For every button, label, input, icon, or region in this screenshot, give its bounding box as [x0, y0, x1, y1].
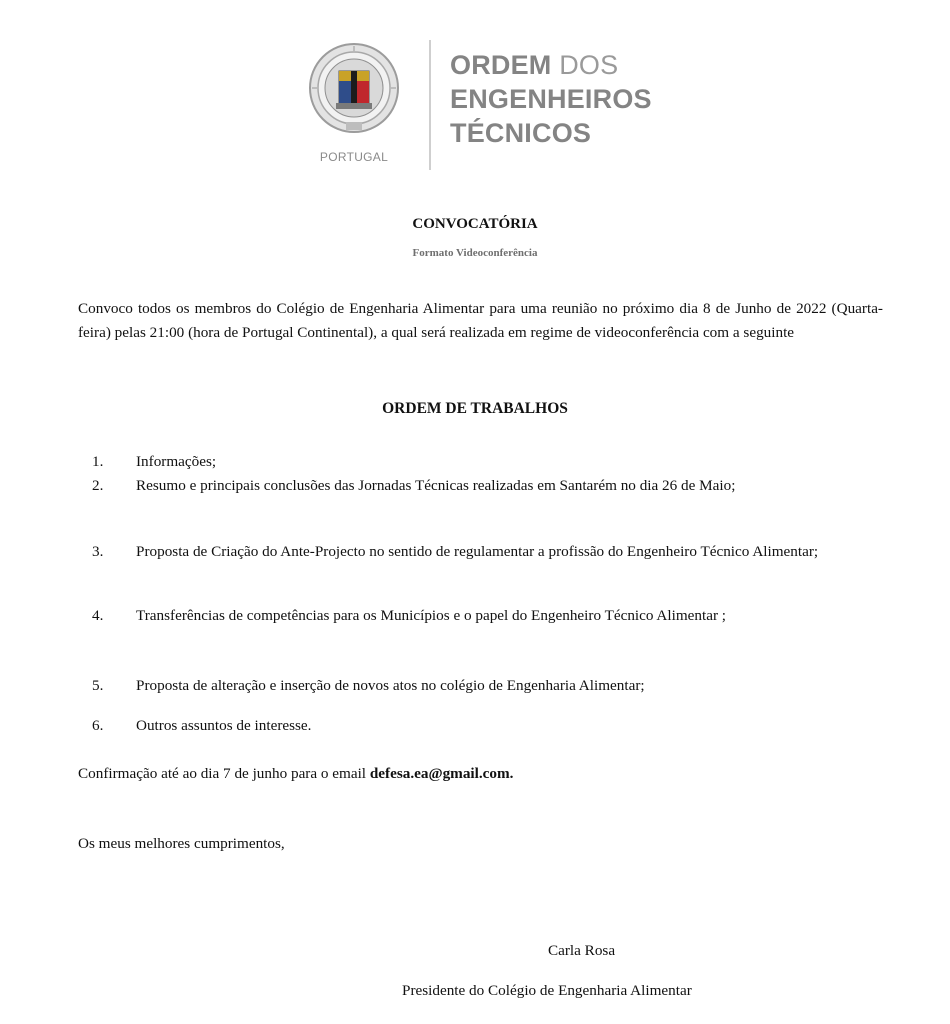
- logo-line-1-strong: ORDEM: [450, 50, 552, 80]
- logo-divider: [429, 40, 431, 170]
- document-subtitle: Formato Videoconferência: [412, 247, 538, 259]
- organization-logo: [308, 38, 668, 174]
- agenda-item-number: 3.: [92, 543, 104, 560]
- logo-line-1-light: DOS: [551, 50, 619, 80]
- agenda-item: [92, 450, 884, 474]
- agenda-item: [92, 714, 884, 738]
- agenda-item: [92, 604, 884, 628]
- agenda-item: [92, 674, 884, 698]
- agenda-item-number: 2.: [92, 477, 104, 494]
- intro-paragraph: Convoco todos os membros do Colégio de Engenharia Alimentar para uma reunião no próximo dia 8 de Junho de 2022 (Quarta-feira) pelas 21:00 (hora de Portugal Continental), a qual será realizada em regime de videoconferência com a seguinte: [78, 300, 883, 341]
- agenda-item: [92, 540, 884, 564]
- document-title: CONVOCATÓRIA: [412, 216, 538, 232]
- seal-icon: [308, 38, 400, 164]
- confirmation-line: [78, 762, 513, 786]
- agenda-title: ORDEM DE TRABALHOS: [382, 400, 568, 417]
- closing-salutation: Os meus melhores cumprimentos,: [78, 835, 285, 852]
- confirmation-email: defesa.ea@gmail.com.: [369, 765, 514, 782]
- agenda-item-number: 5.: [92, 677, 104, 694]
- agenda-item-number: 1.: [92, 453, 104, 470]
- agenda-item-text: Transferências de competências para os Municípios e o papel do Engenheiro Técnico Alimentar ;: [136, 607, 727, 624]
- agenda-item-text: Outros assuntos de interesse.: [136, 717, 312, 734]
- agenda-item-text: Resumo e principais conclusões das Jornadas Técnicas realizadas em Santarém no dia 26 de Maio;: [136, 477, 736, 494]
- agenda-item-number: 6.: [92, 717, 104, 734]
- logo-line-2: ENGENHEIROS: [450, 84, 652, 114]
- signature-name: Carla Rosa: [548, 942, 616, 959]
- logo-line-3: TÉCNICOS: [450, 118, 592, 148]
- organization-name: [450, 48, 652, 150]
- agenda-item-text: Informações;: [136, 453, 217, 470]
- seal-country-label: PORTUGAL: [319, 150, 389, 164]
- agenda-item: [92, 474, 884, 498]
- agenda-item-text: Proposta de Criação do Ante-Projecto no sentido de regulamentar a profissão do Engenheiro Técnico Alimentar;: [136, 543, 819, 560]
- agenda-item-number: 4.: [92, 607, 104, 624]
- confirmation-text: Confirmação até ao dia 7 de junho para o email: [78, 765, 370, 782]
- agenda-item-text: Proposta de alteração e inserção de novos atos no colégio de Engenharia Alimentar;: [136, 677, 645, 694]
- signature-role: Presidente do Colégio de Engenharia Alimentar: [402, 982, 692, 999]
